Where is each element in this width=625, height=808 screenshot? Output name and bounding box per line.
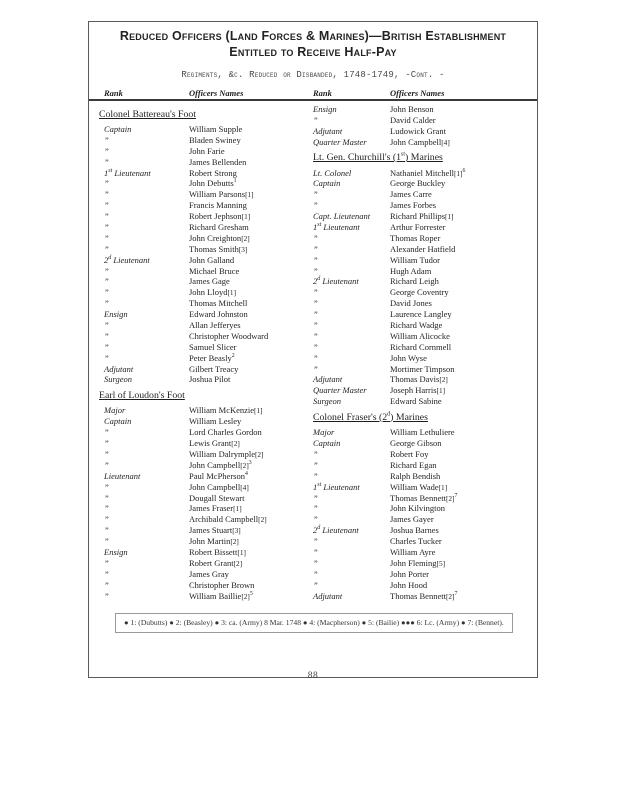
- name-cell: William Alicocke: [390, 330, 450, 341]
- rank-cell: Lieutenant: [104, 470, 141, 481]
- table-row: [89, 536, 313, 547]
- table-row: [313, 255, 537, 266]
- name-cell: John Porter: [390, 568, 429, 579]
- table-row: [313, 364, 537, 375]
- name-cell: Francis Manning: [189, 200, 247, 211]
- table-row: [313, 525, 537, 536]
- rank-cell: ”: [104, 298, 109, 309]
- name-cell: John Campbell[4]: [189, 481, 249, 492]
- name-cell: Richard Leigh: [390, 276, 439, 287]
- name-cell: Robert Bissett[1]: [189, 546, 246, 557]
- table-row: [89, 482, 313, 493]
- table-row: [313, 126, 537, 137]
- rank-cell: ”: [104, 459, 109, 470]
- name-cell: Ralph Bendish: [390, 470, 441, 481]
- rank-cell: Quarter Master: [313, 385, 367, 396]
- name-cell: John Hood: [390, 579, 428, 590]
- table-row: [89, 244, 313, 255]
- name-cell: Allan Jefferyes: [189, 320, 241, 331]
- regiment-heading: Colonel Battereau's Foot: [99, 108, 196, 120]
- name-cell: Samuel Slicer: [189, 341, 237, 352]
- name-cell: Richard Egan: [390, 459, 437, 470]
- table-row: [313, 438, 537, 449]
- name-cell: George Buckley: [390, 178, 446, 189]
- name-cell: Paul McPherson$^4$: [189, 470, 248, 481]
- rank-cell: ”: [313, 352, 318, 363]
- rank-cell: ”: [104, 503, 109, 514]
- rank-cell: ”: [104, 448, 109, 459]
- page-title-line1: Reduced Officers (Land Forces & Marines)—British Establishment: [119, 29, 507, 43]
- name-cell: Hugh Adam: [390, 265, 432, 276]
- name-cell: Thomas Bennett[2]$^7$: [390, 492, 458, 503]
- name-cell: James Gray: [189, 568, 229, 579]
- table-header-row: [89, 88, 537, 101]
- name-cell: James Stuart[3]: [189, 525, 241, 536]
- table-row: [313, 558, 537, 569]
- rank-cell: Adjutant: [313, 590, 343, 601]
- name-cell: William Wade[1]: [390, 481, 448, 492]
- name-cell: Richard Phillips[1]: [390, 211, 454, 222]
- table-row: [89, 558, 313, 569]
- table-row: [313, 493, 537, 504]
- rank-cell: ”: [104, 514, 109, 525]
- rank-cell: Lt. Colonel: [313, 167, 352, 178]
- table-row: [313, 137, 537, 148]
- rank-cell: Adjutant: [313, 125, 343, 136]
- rank-cell: Major: [313, 427, 335, 438]
- table-row: [89, 493, 313, 504]
- rank-cell: ”: [104, 211, 109, 222]
- name-cell: William Supple: [189, 124, 243, 134]
- table-row: [313, 580, 537, 591]
- name-cell: Christopher Brown: [189, 579, 255, 590]
- rank-cell: ”: [313, 243, 318, 254]
- rank-cell: Surgeon: [104, 374, 133, 385]
- rank-cell: ”: [313, 470, 318, 481]
- table-row: [89, 320, 313, 331]
- rank-cell: ”: [313, 309, 318, 320]
- name-cell: William Parsons[1]: [189, 189, 254, 200]
- rank-cell: ”: [104, 352, 109, 363]
- rank-cell: Adjutant: [104, 363, 134, 374]
- rank-cell: ”: [104, 481, 109, 492]
- table-row: [89, 157, 313, 168]
- name-cell: Richard Gresham: [189, 222, 249, 233]
- rank-cell: ”: [104, 178, 109, 189]
- left-column: [89, 104, 313, 601]
- table-row: [313, 222, 537, 233]
- name-cell: James Forbes: [390, 200, 437, 211]
- page-subtitle: Regiments, &c. Reduced or Disbanded, 1748-1749, -Cont. -: [181, 70, 445, 80]
- rank-cell: Surgeon: [313, 396, 342, 407]
- table-row: [89, 331, 313, 342]
- regiment-heading: Colonel Fraser's (2$^d$) Marines: [313, 411, 428, 423]
- table-row: [313, 276, 537, 287]
- table-row: [313, 569, 537, 580]
- rank-cell: Captain: [104, 124, 132, 134]
- table-row: [89, 189, 313, 200]
- name-cell: Thomas Smith[3]: [189, 243, 248, 254]
- table-row: [313, 471, 537, 482]
- rank-cell: ”: [104, 243, 109, 254]
- table-row: [313, 536, 537, 547]
- name-cell: David Calder: [390, 114, 436, 125]
- table-row: [313, 547, 537, 558]
- table-row: [89, 211, 313, 222]
- name-cell: Thomas Davis[2]: [390, 374, 448, 385]
- rank-cell: ”: [313, 232, 318, 243]
- name-cell: John Galland: [189, 254, 235, 265]
- name-cell: David Jones: [390, 298, 432, 309]
- table-row: [313, 244, 537, 255]
- table-row: [89, 266, 313, 277]
- rank-cell: Ensign: [104, 546, 128, 557]
- table-row: [313, 178, 537, 189]
- name-cell: Nathaniel Mitchell[1]$^6$: [390, 167, 466, 178]
- table-row: [89, 438, 313, 449]
- rank-cell: ”: [313, 189, 318, 200]
- name-cell: Richard Cornmell: [390, 341, 452, 352]
- name-cell: Laurence Langley: [390, 309, 452, 320]
- name-cell: John Debutts$^1$: [189, 178, 237, 189]
- rank-cell: ”: [313, 298, 318, 309]
- name-cell: Lord Charles Gordon: [189, 427, 262, 438]
- name-cell: Peter Beasly$^2$: [189, 352, 235, 363]
- name-cell: Thomas Bennett[2]$^7$: [390, 590, 458, 601]
- name-cell: Thomas Mitchell: [189, 298, 248, 309]
- name-cell: Bladen Swiney: [189, 134, 241, 145]
- table-row: [313, 287, 537, 298]
- name-cell: George Gibson: [390, 438, 442, 449]
- table-row: [89, 416, 313, 427]
- table-row: [313, 331, 537, 342]
- table-row: [313, 298, 537, 309]
- rank-header-left: Rank: [104, 88, 123, 98]
- table-row: [313, 385, 537, 396]
- name-cell: John Lloyd[1]: [189, 287, 237, 298]
- name-cell: William Dalrymple[2]: [189, 448, 264, 459]
- rank-cell: ”: [104, 568, 109, 579]
- rank-cell: ”: [104, 579, 109, 590]
- rank-cell: ”: [104, 492, 109, 503]
- table-row: [89, 353, 313, 364]
- table-row: [89, 135, 313, 146]
- table-row: [89, 255, 313, 266]
- table-row: [89, 168, 313, 179]
- name-cell: Mortimer Timpson: [390, 363, 455, 374]
- name-cell: Robert Foy: [390, 448, 429, 459]
- rank-cell: Adjutant: [313, 374, 343, 385]
- name-cell: Michael Bruce: [189, 265, 240, 276]
- name-cell: William Ayre: [390, 546, 436, 557]
- names-header-right: Officers Names: [390, 88, 445, 98]
- name-cell: John Martin[2]: [189, 536, 239, 547]
- table-row: [89, 298, 313, 309]
- rank-header-right: Rank: [313, 88, 332, 98]
- rank-cell: ”: [313, 265, 318, 276]
- name-cell: James Gayer: [390, 514, 434, 525]
- name-cell: Robert Strong: [189, 167, 237, 178]
- name-cell: James Fraser[1]: [189, 503, 242, 514]
- name-cell: Alexander Hatfield: [390, 243, 456, 254]
- rank-cell: ”: [104, 276, 109, 287]
- regiment-heading: Lt. Gen. Churchill's (1st) Marines: [313, 151, 443, 164]
- name-cell: John Kilvington: [390, 503, 446, 514]
- rank-cell: ”: [104, 232, 109, 243]
- name-cell: Arthur Forrester: [390, 222, 446, 233]
- table-row: [89, 374, 313, 385]
- rank-cell: ”: [104, 341, 109, 352]
- table-row: [313, 211, 537, 222]
- table-row: [313, 115, 537, 126]
- rank-cell: ”: [313, 320, 318, 331]
- rank-cell: ”: [313, 557, 318, 568]
- table-row: [89, 124, 313, 135]
- officers-table: [89, 104, 537, 601]
- rank-cell: Captain: [313, 178, 341, 189]
- table-row: [89, 309, 313, 320]
- rank-cell: ”: [313, 330, 318, 341]
- name-cell: Dougall Stewart: [189, 492, 245, 503]
- name-cell: William Lethuliere: [390, 427, 455, 438]
- right-column: [313, 104, 537, 601]
- table-row: [89, 569, 313, 580]
- name-cell: Edward Johnston: [189, 309, 248, 320]
- table-row: [313, 233, 537, 244]
- name-cell: John Farie: [189, 145, 225, 156]
- page-title-line2: Entitled to Receive Half-Pay: [229, 45, 397, 59]
- table-row: [313, 200, 537, 211]
- table-row: [89, 364, 313, 375]
- name-cell: John Creighton[2]: [189, 232, 250, 243]
- table-row: [89, 514, 313, 525]
- rank-cell: ”: [313, 200, 318, 211]
- table-row: [313, 168, 537, 179]
- rank-cell: ”: [313, 448, 318, 459]
- name-cell: James Gage: [189, 276, 230, 287]
- rank-cell: 2$^d$ Lieutenant: [313, 276, 359, 287]
- rank-cell: ”: [313, 254, 318, 265]
- table-row: [89, 276, 313, 287]
- name-cell: Robert Grant[2]: [189, 557, 243, 568]
- table-row: [313, 320, 537, 331]
- table-row: [313, 374, 537, 385]
- rank-cell: ”: [313, 579, 318, 590]
- table-row: [89, 178, 313, 189]
- table-row: [89, 449, 313, 460]
- rank-cell: 2$^d$ Lieutenant: [313, 525, 359, 536]
- rank-cell: ”: [104, 200, 109, 211]
- rank-cell: Captain: [313, 438, 341, 449]
- table-row: [313, 591, 537, 602]
- name-cell: Lewis Grant[2]: [189, 438, 240, 449]
- name-cell: Edward Sabine: [390, 396, 442, 407]
- name-cell: Joseph Harris[1]: [390, 385, 446, 396]
- rank-cell: ”: [313, 536, 318, 547]
- name-cell: William Baillie[2]$^5$: [189, 590, 253, 601]
- name-cell: Archibald Campbell[2]: [189, 514, 267, 525]
- rank-cell: 1st Lieutenant: [313, 222, 360, 233]
- table-row: [313, 396, 537, 407]
- rank-cell: ”: [313, 568, 318, 579]
- rank-cell: ”: [104, 265, 109, 276]
- name-cell: Charles Tucker: [390, 536, 442, 547]
- name-cell: William Lesley: [189, 416, 242, 427]
- table-row: [89, 471, 313, 482]
- table-row: [313, 266, 537, 277]
- rank-cell: 1st Lieutenant: [104, 167, 151, 178]
- rank-cell: ”: [104, 536, 109, 547]
- table-row: [89, 427, 313, 438]
- name-cell: John Campbell[4]: [390, 136, 450, 147]
- table-row: [313, 514, 537, 525]
- name-cell: James Bellenden: [189, 156, 247, 167]
- name-cell: William Tudor: [390, 254, 440, 265]
- name-cell: John Fleming[5]: [390, 557, 446, 568]
- rank-cell: ”: [313, 114, 318, 125]
- table-row: [89, 503, 313, 514]
- table-row: [313, 503, 537, 514]
- name-cell: Christopher Woodward: [189, 330, 269, 341]
- rank-cell: ”: [313, 287, 318, 298]
- table-row: [89, 580, 313, 591]
- name-cell: John Campbell[2]$^3$: [189, 459, 252, 470]
- table-row: [89, 547, 313, 558]
- table-row: [89, 405, 313, 416]
- rank-cell: ”: [313, 546, 318, 557]
- rank-cell: ”: [104, 287, 109, 298]
- rank-cell: Quarter Master: [313, 136, 367, 147]
- rank-cell: ”: [313, 459, 318, 470]
- names-header-left: Officers Names: [189, 88, 244, 98]
- name-cell: Richard Wadge: [390, 320, 443, 331]
- rank-cell: ”: [104, 590, 109, 601]
- rank-cell: ”: [104, 427, 109, 438]
- table-row: [89, 222, 313, 233]
- name-cell: Gilbert Treacy: [189, 363, 239, 374]
- table-row: [313, 449, 537, 460]
- table-row: [89, 233, 313, 244]
- table-row: [313, 189, 537, 200]
- table-row: [313, 309, 537, 320]
- regiment-heading: Earl of Loudon's Foot: [99, 389, 185, 401]
- name-cell: Joshua Pilot: [189, 374, 231, 385]
- table-row: [313, 427, 537, 438]
- rank-cell: ”: [104, 156, 109, 167]
- rank-cell: ”: [313, 363, 318, 374]
- rank-cell: ”: [313, 341, 318, 352]
- table-row: [89, 525, 313, 536]
- rank-cell: ”: [104, 330, 109, 341]
- rank-cell: ”: [313, 492, 318, 503]
- rank-cell: 2$^d$ Lieutenant: [104, 254, 150, 265]
- name-cell: Thomas Roper: [390, 232, 441, 243]
- name-cell: William McKenzie[1]: [189, 405, 263, 416]
- name-cell: Joshua Barnes: [390, 525, 439, 536]
- table-row: [313, 482, 537, 493]
- rank-cell: ”: [104, 320, 109, 331]
- page-border: [88, 21, 538, 681]
- rank-cell: ”: [313, 514, 318, 525]
- table-row: [313, 104, 537, 115]
- rank-cell: ”: [104, 525, 109, 536]
- footnote-text: ● 1: (Dubutts) ● 2: (Beasley) ● 3: ca. (Army) 8 Mar. 1748 ● 4: (Macpherson) ● 5: (Bailie) ●●● 6: Lc. (Army) ● 7: (Bennet).: [124, 618, 504, 628]
- name-cell: John Wyse: [390, 352, 427, 363]
- rank-cell: ”: [104, 145, 109, 156]
- table-row: [89, 342, 313, 353]
- table-row: [89, 146, 313, 157]
- rank-cell: ”: [104, 134, 109, 145]
- table-row: [313, 353, 537, 364]
- rank-cell: ”: [104, 557, 109, 568]
- table-row: [89, 200, 313, 211]
- rank-cell: ”: [104, 438, 109, 449]
- page-number: 88: [307, 671, 319, 681]
- name-cell: Robert Jephson[1]: [189, 211, 251, 222]
- rank-cell: Captain: [104, 416, 132, 427]
- rank-cell: ”: [313, 503, 318, 514]
- rank-cell: Major: [104, 405, 126, 416]
- table-row: [89, 460, 313, 471]
- table-row: [89, 287, 313, 298]
- name-cell: George Coventry: [390, 287, 449, 298]
- rank-cell: ”: [104, 189, 109, 200]
- rank-cell: Ensign: [104, 309, 128, 320]
- table-row: [313, 342, 537, 353]
- footnote-box: [115, 613, 513, 633]
- name-cell: James Carre: [390, 189, 432, 200]
- table-row: [89, 591, 313, 602]
- rank-cell: 1st Lieutenant: [313, 481, 360, 492]
- rank-cell: Capt. Lieutenant: [313, 211, 371, 222]
- name-cell: Ludowick Grant: [390, 125, 446, 136]
- name-cell: John Benson: [390, 104, 434, 114]
- rank-cell: ”: [104, 222, 109, 233]
- table-row: [313, 460, 537, 471]
- rank-cell: Ensign: [313, 104, 337, 114]
